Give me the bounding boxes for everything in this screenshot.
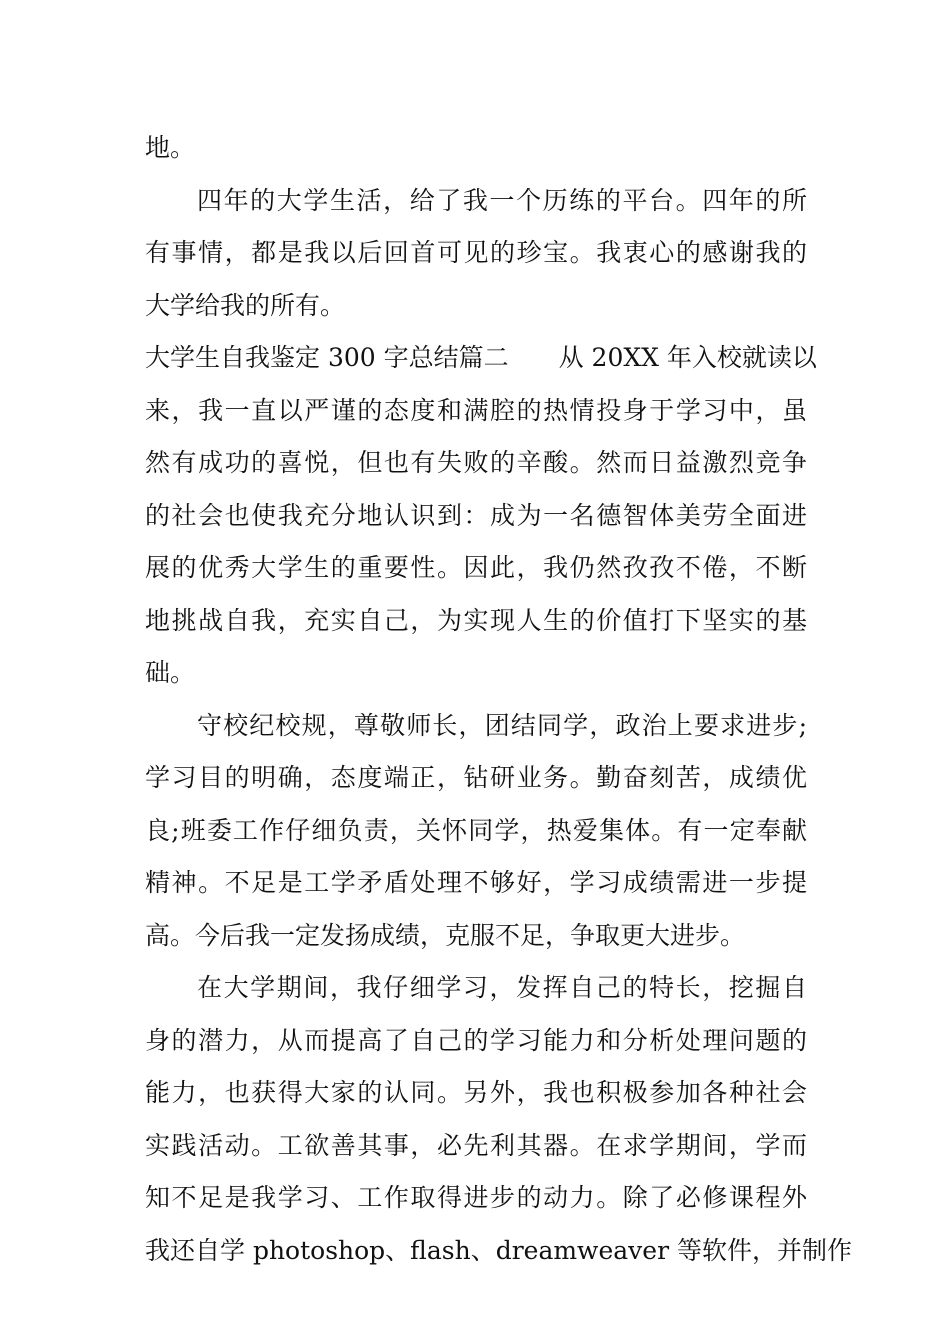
text-line: 知不足是我学习、工作取得进步的动力。除了必修课程外 xyxy=(145,1183,807,1212)
text-line: 有事情，都是我以后回首可见的珍宝。我衷心的感谢我的 xyxy=(145,238,807,267)
text-line: 展的优秀大学生的重要性。因此，我仍然孜孜不倦，不断 xyxy=(145,553,807,582)
text-line: 础。 xyxy=(145,658,196,687)
text-line: 大学给我的所有。 xyxy=(145,290,346,320)
text-line: 地挑战自我，充实自己，为实现人生的价值打下坚实的基 xyxy=(145,605,807,635)
text-line: 守校纪校规，尊敬师长，团结同学，政治上要求进步; xyxy=(197,710,807,740)
text-line: 身的潜力，从而提高了自己的学习能力和分析处理问题的 xyxy=(145,1025,807,1055)
section-heading-line: 大学生自我鉴定 300 字总结篇二 从 20XX 年入校就读以 xyxy=(145,343,817,372)
text-line: 我还自学 photoshop、flash、dreamweaver 等软件，并制作 xyxy=(145,1235,852,1265)
text-line: 高。今后我一定发扬成绩，克服不足，争取更大进步。 xyxy=(145,920,746,950)
text-line: 地。 xyxy=(145,133,196,162)
text-line: 然有成功的喜悦，但也有失败的辛酸。然而日益激烈竞争 xyxy=(145,448,807,477)
text-line: 的社会也使我充分地认识到：成为一名德智体美劳全面进 xyxy=(145,500,807,530)
text-line: 来，我一直以严谨的态度和满腔的热情投身于学习中，虽 xyxy=(145,395,807,425)
document-body xyxy=(145,122,852,1277)
text-line: 精神。不足是工学矛盾处理不够好，学习成绩需进一步提 xyxy=(145,868,807,897)
text-line: 能力，也获得大家的认同。另外，我也积极参加各种社会 xyxy=(145,1078,807,1107)
text-line: 四年的大学生活，给了我一个历练的平台。四年的所 xyxy=(197,185,807,215)
text-line: 良;班委工作仔细负责，关怀同学，热爱集体。有一定奉献 xyxy=(145,815,807,845)
text-line: 在大学期间，我仔细学习，发挥自己的特长，挖掘自 xyxy=(197,973,807,1002)
text-line: 实践活动。工欲善其事，必先利其器。在求学期间，学而 xyxy=(145,1130,807,1160)
text-line: 学习目的明确，态度端正，钻研业务。勤奋刻苦，成绩优 xyxy=(145,763,807,792)
